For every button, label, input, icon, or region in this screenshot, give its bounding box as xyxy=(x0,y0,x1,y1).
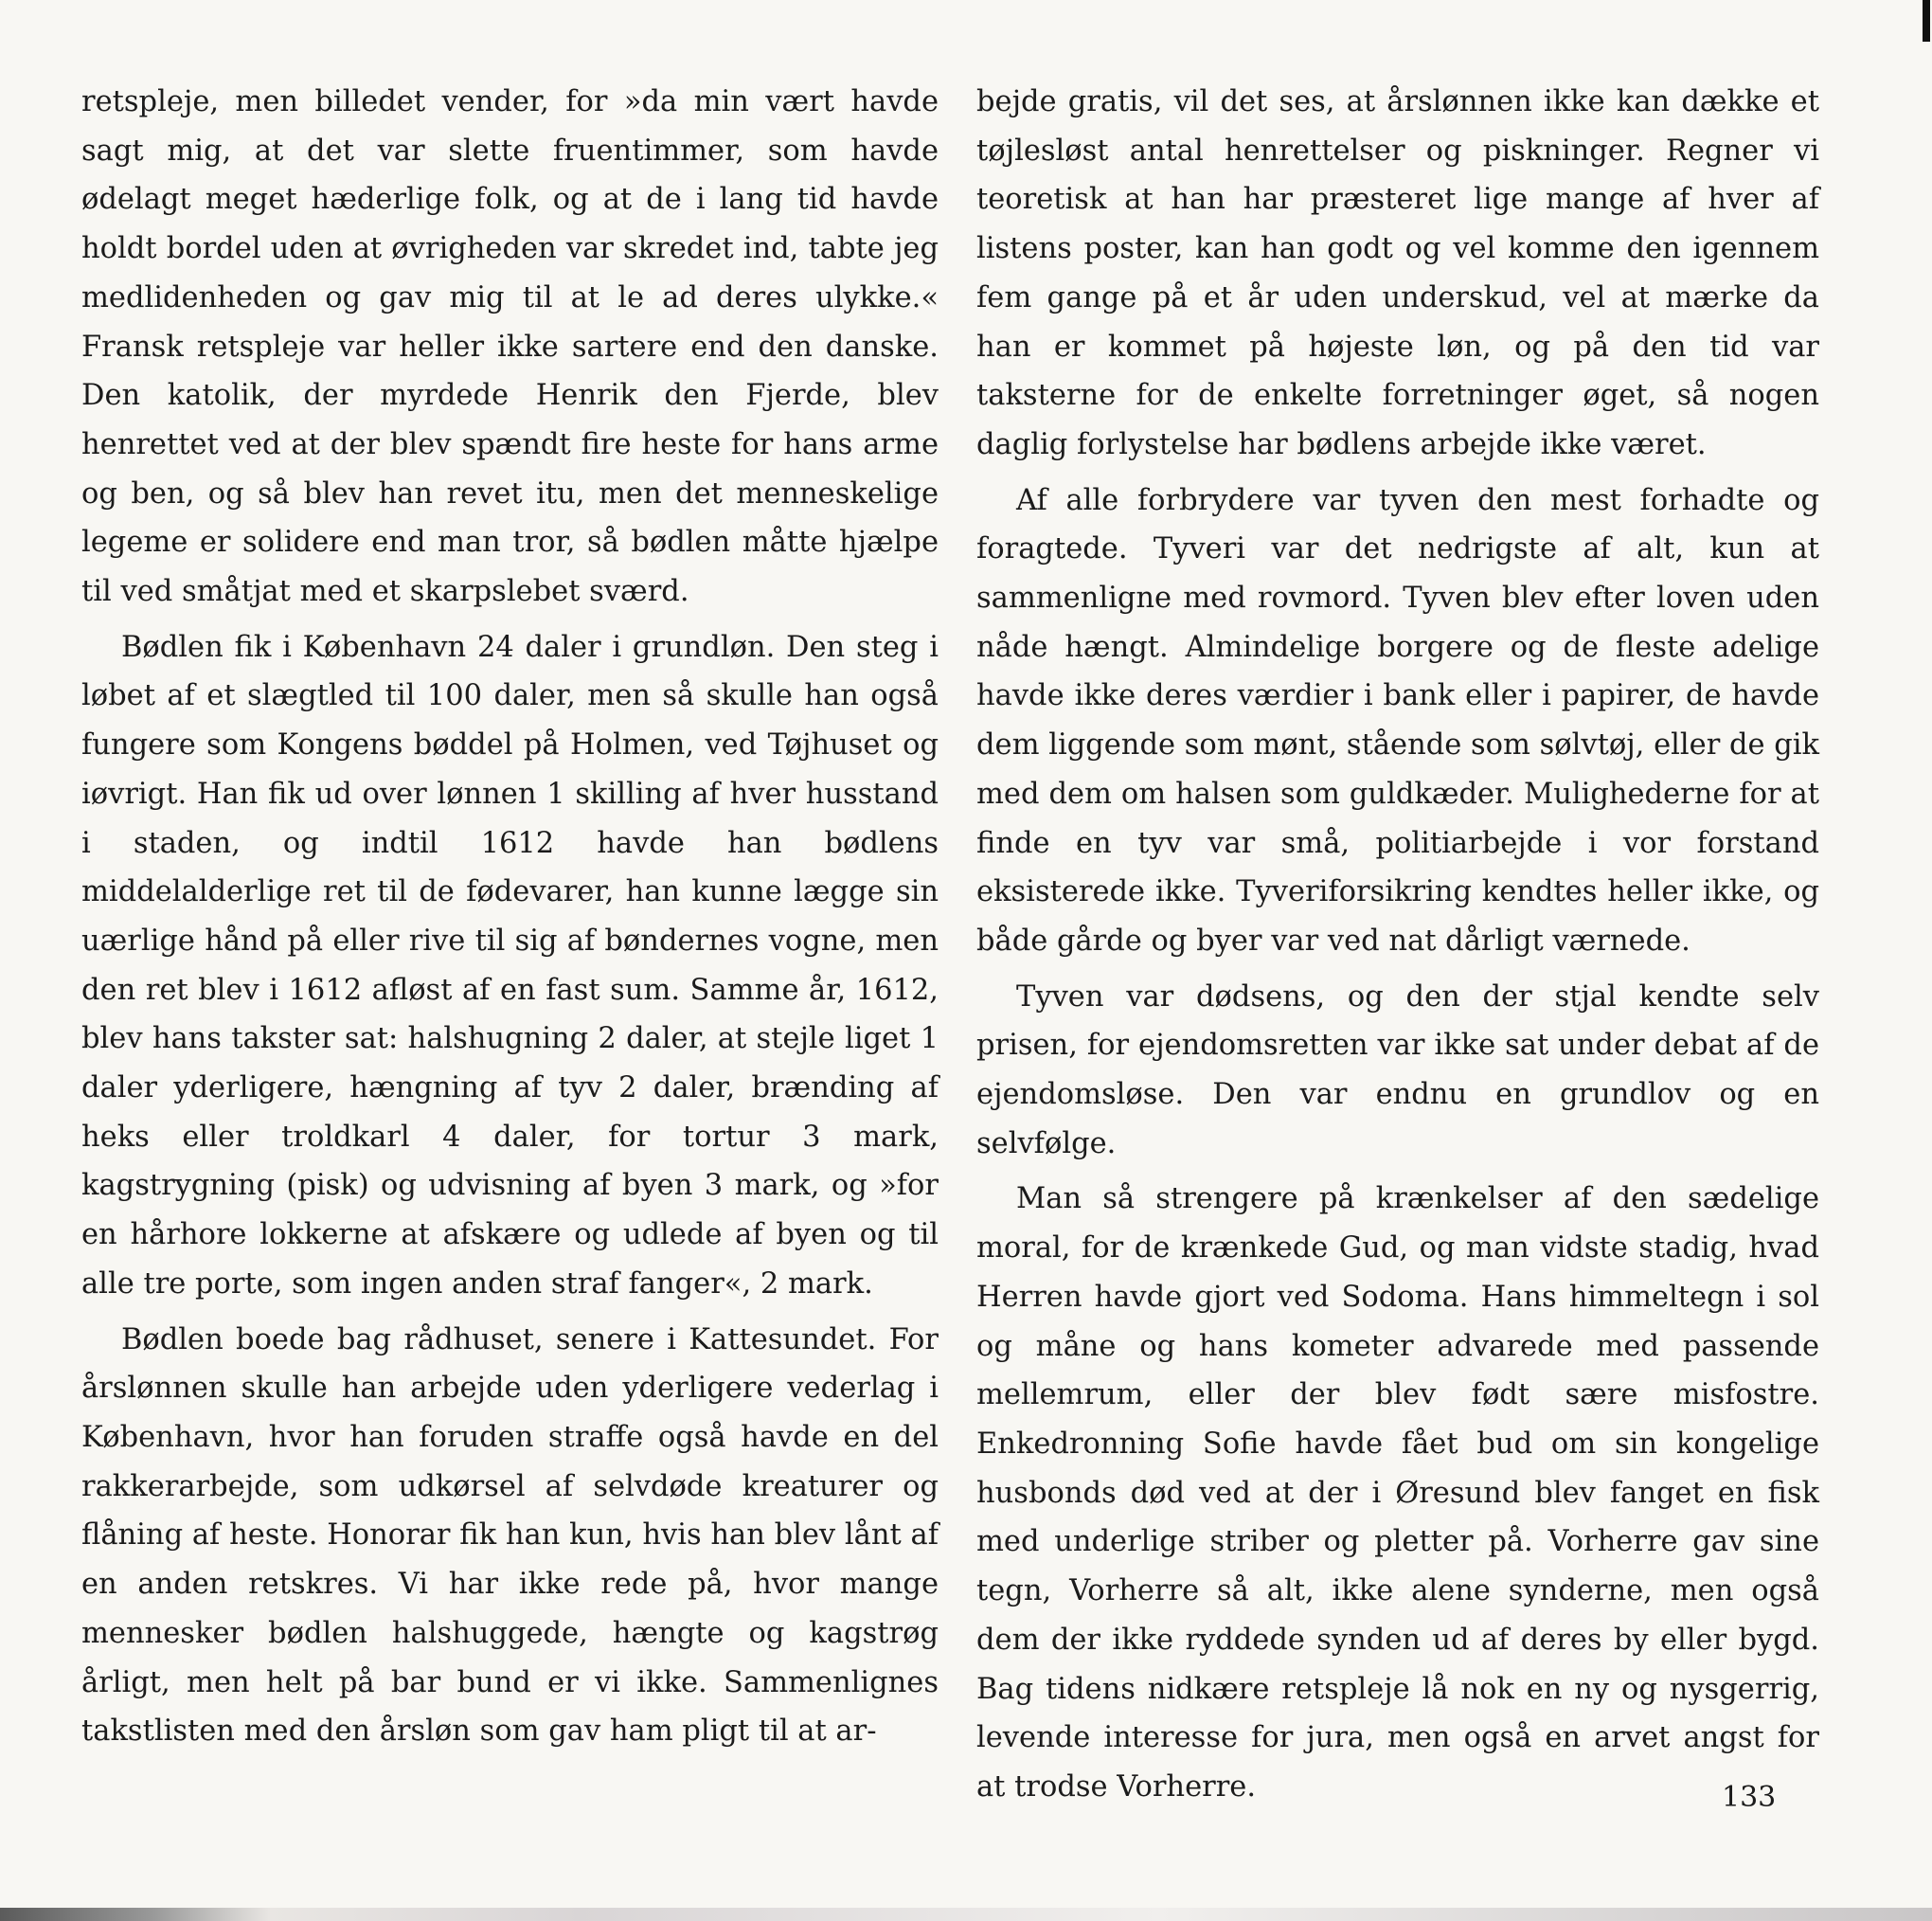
paragraph: bejde gratis, vil det ses, at årslønnen ikke kan dække et tøjlesløst antal henrettelser og piskninger. Regner vi teoretisk at han har præsteret lige mange af hver af listens poster, kan han godt og vel komme den igennem fem gange på et år uden underskud, vel at mærke da han er kommet på højeste løn, og på den tid var taksterne for de enkelte forretninger øget, så nogen daglig forlystelse har bødlens arbejde ikke været. xyxy=(976,85,1819,461)
page-number: 133 xyxy=(1722,1781,1777,1814)
scan-bottom-edge xyxy=(0,1908,1932,1921)
paragraph: Af alle forbrydere var tyven den mest forhadte og foragtede. Tyveri var det nedrigste af alt, kun at sammenligne med rovmord. Tyven blev efter loven uden nåde hængt. Almindelige borgere og de fleste adelige havde ikke deres værdier i bank eller i papirer, de havde dem liggende som mønt, stående som sølvtøj, eller de gik med dem om halsen som guldkæder. Mulighederne for at finde en tyv var små, politiarbejde i vor forstand eksisterede ikke. Tyveriforsikring kendtes heller ikke, og både gårde og byer var ved nat dårligt værnede. xyxy=(976,483,1819,958)
paragraph: Bødlen boede bag rådhuset, senere i Kattesundet. For årslønnen skulle han arbejde uden yderligere vederlag i København, hvor han foruden straffe også havde en del rakkerarbejde, som udkørsel af selvdøde kreaturer og flåning af heste. Honorar fik han kun, hvis han blev lånt af en anden retskres. Vi har ikke rede på, hvor mange mennesker bødlen halshuggede, hængte og kagstrøg årligt, men helt på bar bund er vi ikke. Sammenlignes takstlisten med den årsløn som gav ham pligt til at ar- xyxy=(81,1322,939,1749)
paragraph: retspleje, men billedet vender, for »da min vært havde sagt mig, at det var slette fruentimmer, som havde ødelagt meget hæderlige folk, og at de i lang tid havde holdt bordel uden at øvrigheden var skredet ind, tabte jeg medlidenheden og gav mig til at le ad deres ulykke.« Fransk retspleje var heller ikke sartere end den danske. Den katolik, der myrdede Henrik den Fjerde, blev henrettet ved at der blev spændt fire heste for hans arme og ben, og så blev han revet itu, men det menneskelige legeme er solidere end man tror, så bødlen måtte hjælpe til ved småtjat med et skarpslebet sværd. xyxy=(81,85,939,609)
right-column xyxy=(976,78,1819,1819)
paragraph: Man så strengere på krænkelser af den sædelige moral, for de krænkede Gud, og man vidste stadig, hvad Herren havde gjort ved Sodoma. Hans himmeltegn i sol og måne og hans kometer advarede med passende mellemrum, eller der blev født sære misfostre. Enkedronning Sofie havde fået bud om sin kongelige husbonds død ved at der i Øresund blev fanget en fisk med underlige striber og pletter på. Vorherre gav sine tegn, Vorherre så alt, ikke alene synderne, men også dem der ikke ryddede synden ud af deres by eller bygd. Bag tidens nidkære retspleje lå nok en ny og nysgerrig, levende interesse for jura, men også en arvet angst for at trodse Vorherre. xyxy=(976,1182,1819,1804)
paragraph: Bødlen fik i København 24 daler i grundløn. Den steg i løbet af et slægtled til 100 daler, men så skulle han også fungere som Kongens bøddel på Holmen, ved Tøjhuset og iøvrigt. Han fik ud over lønnen 1 skilling af hver husstand i staden, og indtil 1612 havde han bødlens middelalderlige ret til de fødevarer, han kunne lægge sin uærlige hånd på eller rive til sig af bøndernes vogne, men den ret blev i 1612 afløst af en fast sum. Samme år, 1612, blev hans takster sat: halshugning 2 daler, at stejle liget 1 daler yderligere, hængning af tyv 2 daler, brænding af heks eller troldkarl 4 daler, for tortur 3 mark, kagstrygning (pisk) og udvisning af byen 3 mark, og »for en hårhore lokkerne at afskære og udlede af byen og til alle tre porte, som ingen anden straf fanger«, 2 mark. xyxy=(81,630,939,1301)
left-column xyxy=(81,78,939,1763)
scan-edge-mark xyxy=(1923,0,1930,42)
paragraph: Tyven var dødsens, og den der stjal kendte selv prisen, for ejendomsretten var ikke sat under debat af de ejendomsløse. Den var endnu en grundlov og en selvfølge. xyxy=(976,979,1819,1160)
